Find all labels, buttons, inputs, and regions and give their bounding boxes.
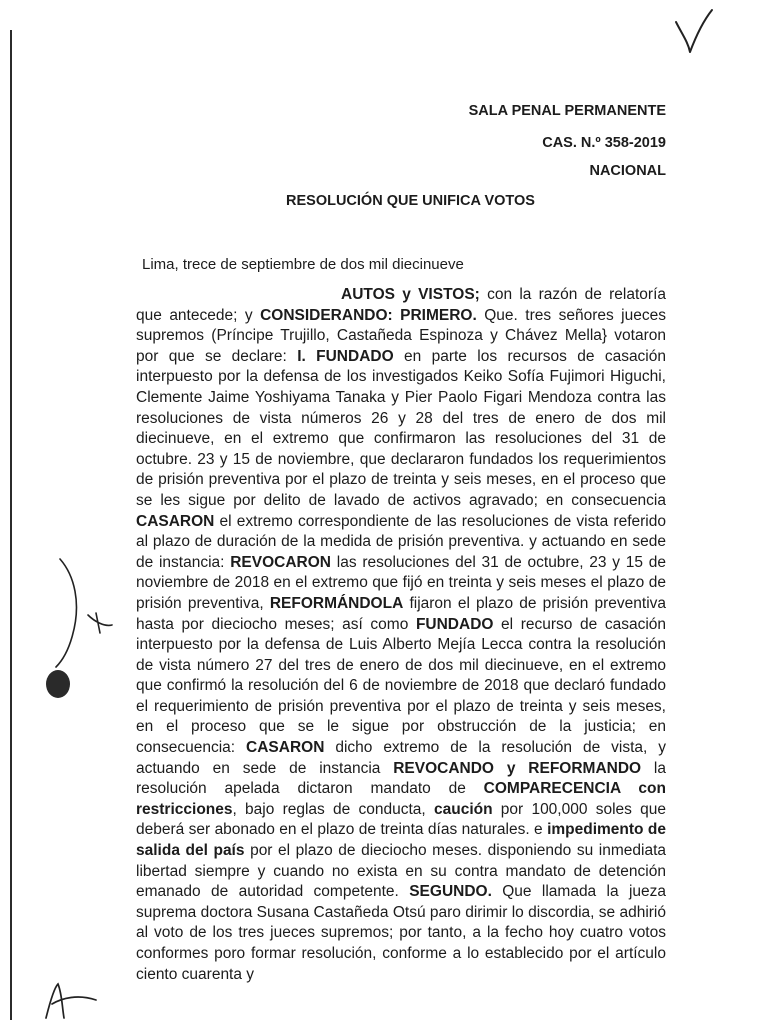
body-text-segment: con la razón de relatoría que antecede; y: [136, 286, 666, 324]
initial-mark-bottom-left: [38, 978, 102, 1022]
body-text-segment: , bajo reglas de conducta,: [232, 800, 434, 818]
revocando-reformando-bold: REVOCANDO y REFORMANDO: [393, 759, 642, 777]
body-text-segment: en parte los recursos de casación interpuesto por la defensa de los investigados Keiko Sofía Fujimori Higuchi, Clemente Jaime Yoshiyama Tanaka y Pier Paolo Figari Mendoza contra las resoluciones de vista números 26 y 28 del tres de enero de dos mil diecinueve, en el extremo que confirmaron las resoluciones del 31 de octubre. 23 y 15 de noviembre, que declararon fundados los requerimientos de prisión preventiva por el plazo de treinta y seis meses, en el proceso que se les sigue por delito de lavado de activos agravado; en consecuencia: [136, 347, 666, 509]
body-text-segment: fijaron el plazo de prisión preventiva hasta por dieciocho meses; así como: [136, 594, 667, 633]
initial-mark-top-right: [668, 8, 718, 58]
body-text-segment: por el plazo de dieciocho meses. disponiendo su inmediata libertad siempre y cuando no exista en su contra mandato de detención emanado de autoridad competente.: [136, 842, 666, 901]
body-paragraph: [136, 285, 666, 985]
caucion-bold: caución: [433, 800, 493, 818]
comparecencia-bold: COMPARECENCIA con restricciones: [136, 780, 666, 818]
casaron-bold: CASARON: [136, 512, 215, 530]
body-text-segment: Que. tres señores jueces supremos (Príncipe Trujillo, Castañeda Espinoza y Chávez Mella} votaron por que se declare:: [136, 306, 666, 365]
body-text-segment: el extremo correspondiente de las resoluciones de vista referido al plazo de duración de la medida de prisión preventiva. y actuando en sede de instancia:: [136, 512, 666, 571]
autos-y-vistos-heading: AUTOS y VISTOS;: [341, 286, 480, 303]
body-text-segment: por 100,000 soles que deberá ser abonado en el plazo de treinta días naturales. e: [136, 800, 666, 839]
impedimento-bold: impedimento de salida del país: [136, 821, 666, 860]
fundado-bold: FUNDADO: [415, 615, 494, 633]
court-name: SALA PENAL PERMANENTE: [468, 103, 666, 119]
punch-hole: [46, 670, 70, 698]
fundado-bold: I. FUNDADO: [297, 347, 394, 365]
signature-mark-left: [44, 555, 119, 670]
body-text-segment: el recurso de casación interpuesto por la defensa de Luis Alberto Mejía Lecca contra la resolución de vista número 27 del tres de enero de dos mil diecinueve, en el extremo que confirmó la resolución del 6 de noviembre de 2018 que declaró fundado el requerimiento de prisión preventiva por el plazo de treinta y seis meses, en el proceso que se le sigue por obstrucción de la justicia; en consecuencia:: [136, 615, 667, 757]
segundo-heading: SEGUNDO.: [409, 883, 492, 901]
reformandola-bold: REFORMÁNDOLA: [269, 594, 404, 612]
left-margin-line: [10, 30, 12, 1020]
date-line: Lima, trece de septiembre de dos mil diecinueve: [142, 256, 464, 273]
document-title: RESOLUCIÓN QUE UNIFICA VOTOS: [286, 193, 535, 209]
jurisdiction: NACIONAL: [589, 163, 666, 179]
considerando-heading: CONSIDERANDO: PRIMERO.: [260, 306, 477, 324]
casaron-bold: CASARON: [246, 739, 325, 757]
body-text-segment: la resolución apelada dictaron mandato de: [136, 759, 666, 798]
body-text-segment: las resoluciones del 31 de octubre, 23 y 15 de noviembre de 2018 en el extremo que fijó en treinta y seis meses el plazo de prisión preventiva,: [136, 553, 666, 612]
revocaron-bold: REVOCARON: [230, 553, 331, 571]
body-text-segment: dicho extremo de la resolución de vista, y actuando en sede de instancia: [136, 739, 666, 777]
body-text-segment: Que llamada la jueza suprema doctora Susana Castañeda Otsú paro dirimir lo discordia, se adhirió al voto de los tres jueces supremos; por tanto, a la fecho hoy cuatro votos conformes poro formar resolución, conforme a lo establecido por el artículo ciento cuarenta y: [136, 883, 666, 983]
case-number: CAS. N.º 358-2019: [542, 135, 666, 151]
